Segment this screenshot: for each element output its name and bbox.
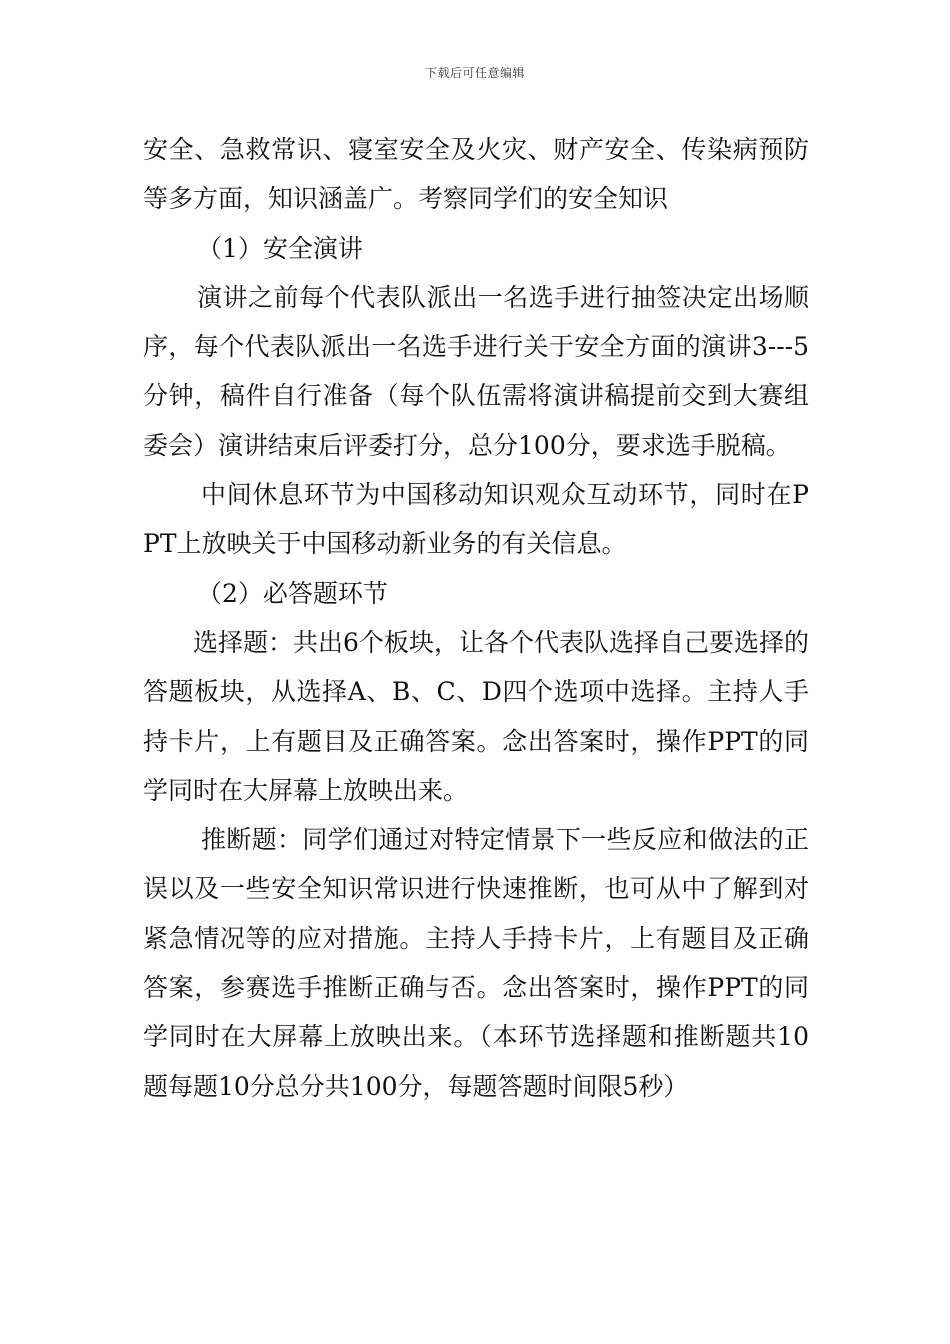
paragraph-intermission: 中间休息环节为中国移动知识观众互动环节，同时在PPT上放映关于中国移动新业务的有关信息。	[143, 480, 809, 559]
section-heading-required-questions: （2）必答题环节	[197, 578, 388, 608]
document-body	[143, 125, 809, 1111]
paragraph-safety-topics: 安全、急救常识、寝室安全及火灾、财产安全、传染病预防等多方面，知识涵盖广。考察同学们的安全知识	[143, 135, 809, 214]
paragraph-true-false: 推断题：同学们通过对特定情景下一些反应和做法的正误以及一些安全知识常识进行快速推断，也可从中了解到对紧急情况等的应对措施。主持人手持卡片，上有题目及正确答案，参赛选手推断正确与否。念出答案时，操作PPT的同学同时在大屏幕上放映出来。（本环节选择题和推断题共10题每题10分总分共100分，每题答题时间限5秒）	[143, 825, 809, 1101]
section-heading-speech: （1）安全演讲	[197, 233, 363, 263]
paragraph-multiple-choice: 选择题：共出6个板块，让各个代表队选择自己要选择的答题板块，从选择A、B、C、D四个选项中选择。主持人手持卡片，上有题目及正确答案。念出答案时，操作PPT的同学同时在大屏幕上放映出来。	[143, 627, 809, 805]
page-header-note: 下载后可任意编辑	[424, 66, 525, 80]
paragraph-speech-rules: 演讲之前每个代表队派出一名选手进行抽签决定出场顺序，每个代表队派出一名选手进行关于安全方面的演讲3---5分钟，稿件自行准备（每个队伍需将演讲稿提前交到大赛组委会）演讲结束后评委打分，总分100分，要求选手脱稿。	[143, 282, 809, 460]
